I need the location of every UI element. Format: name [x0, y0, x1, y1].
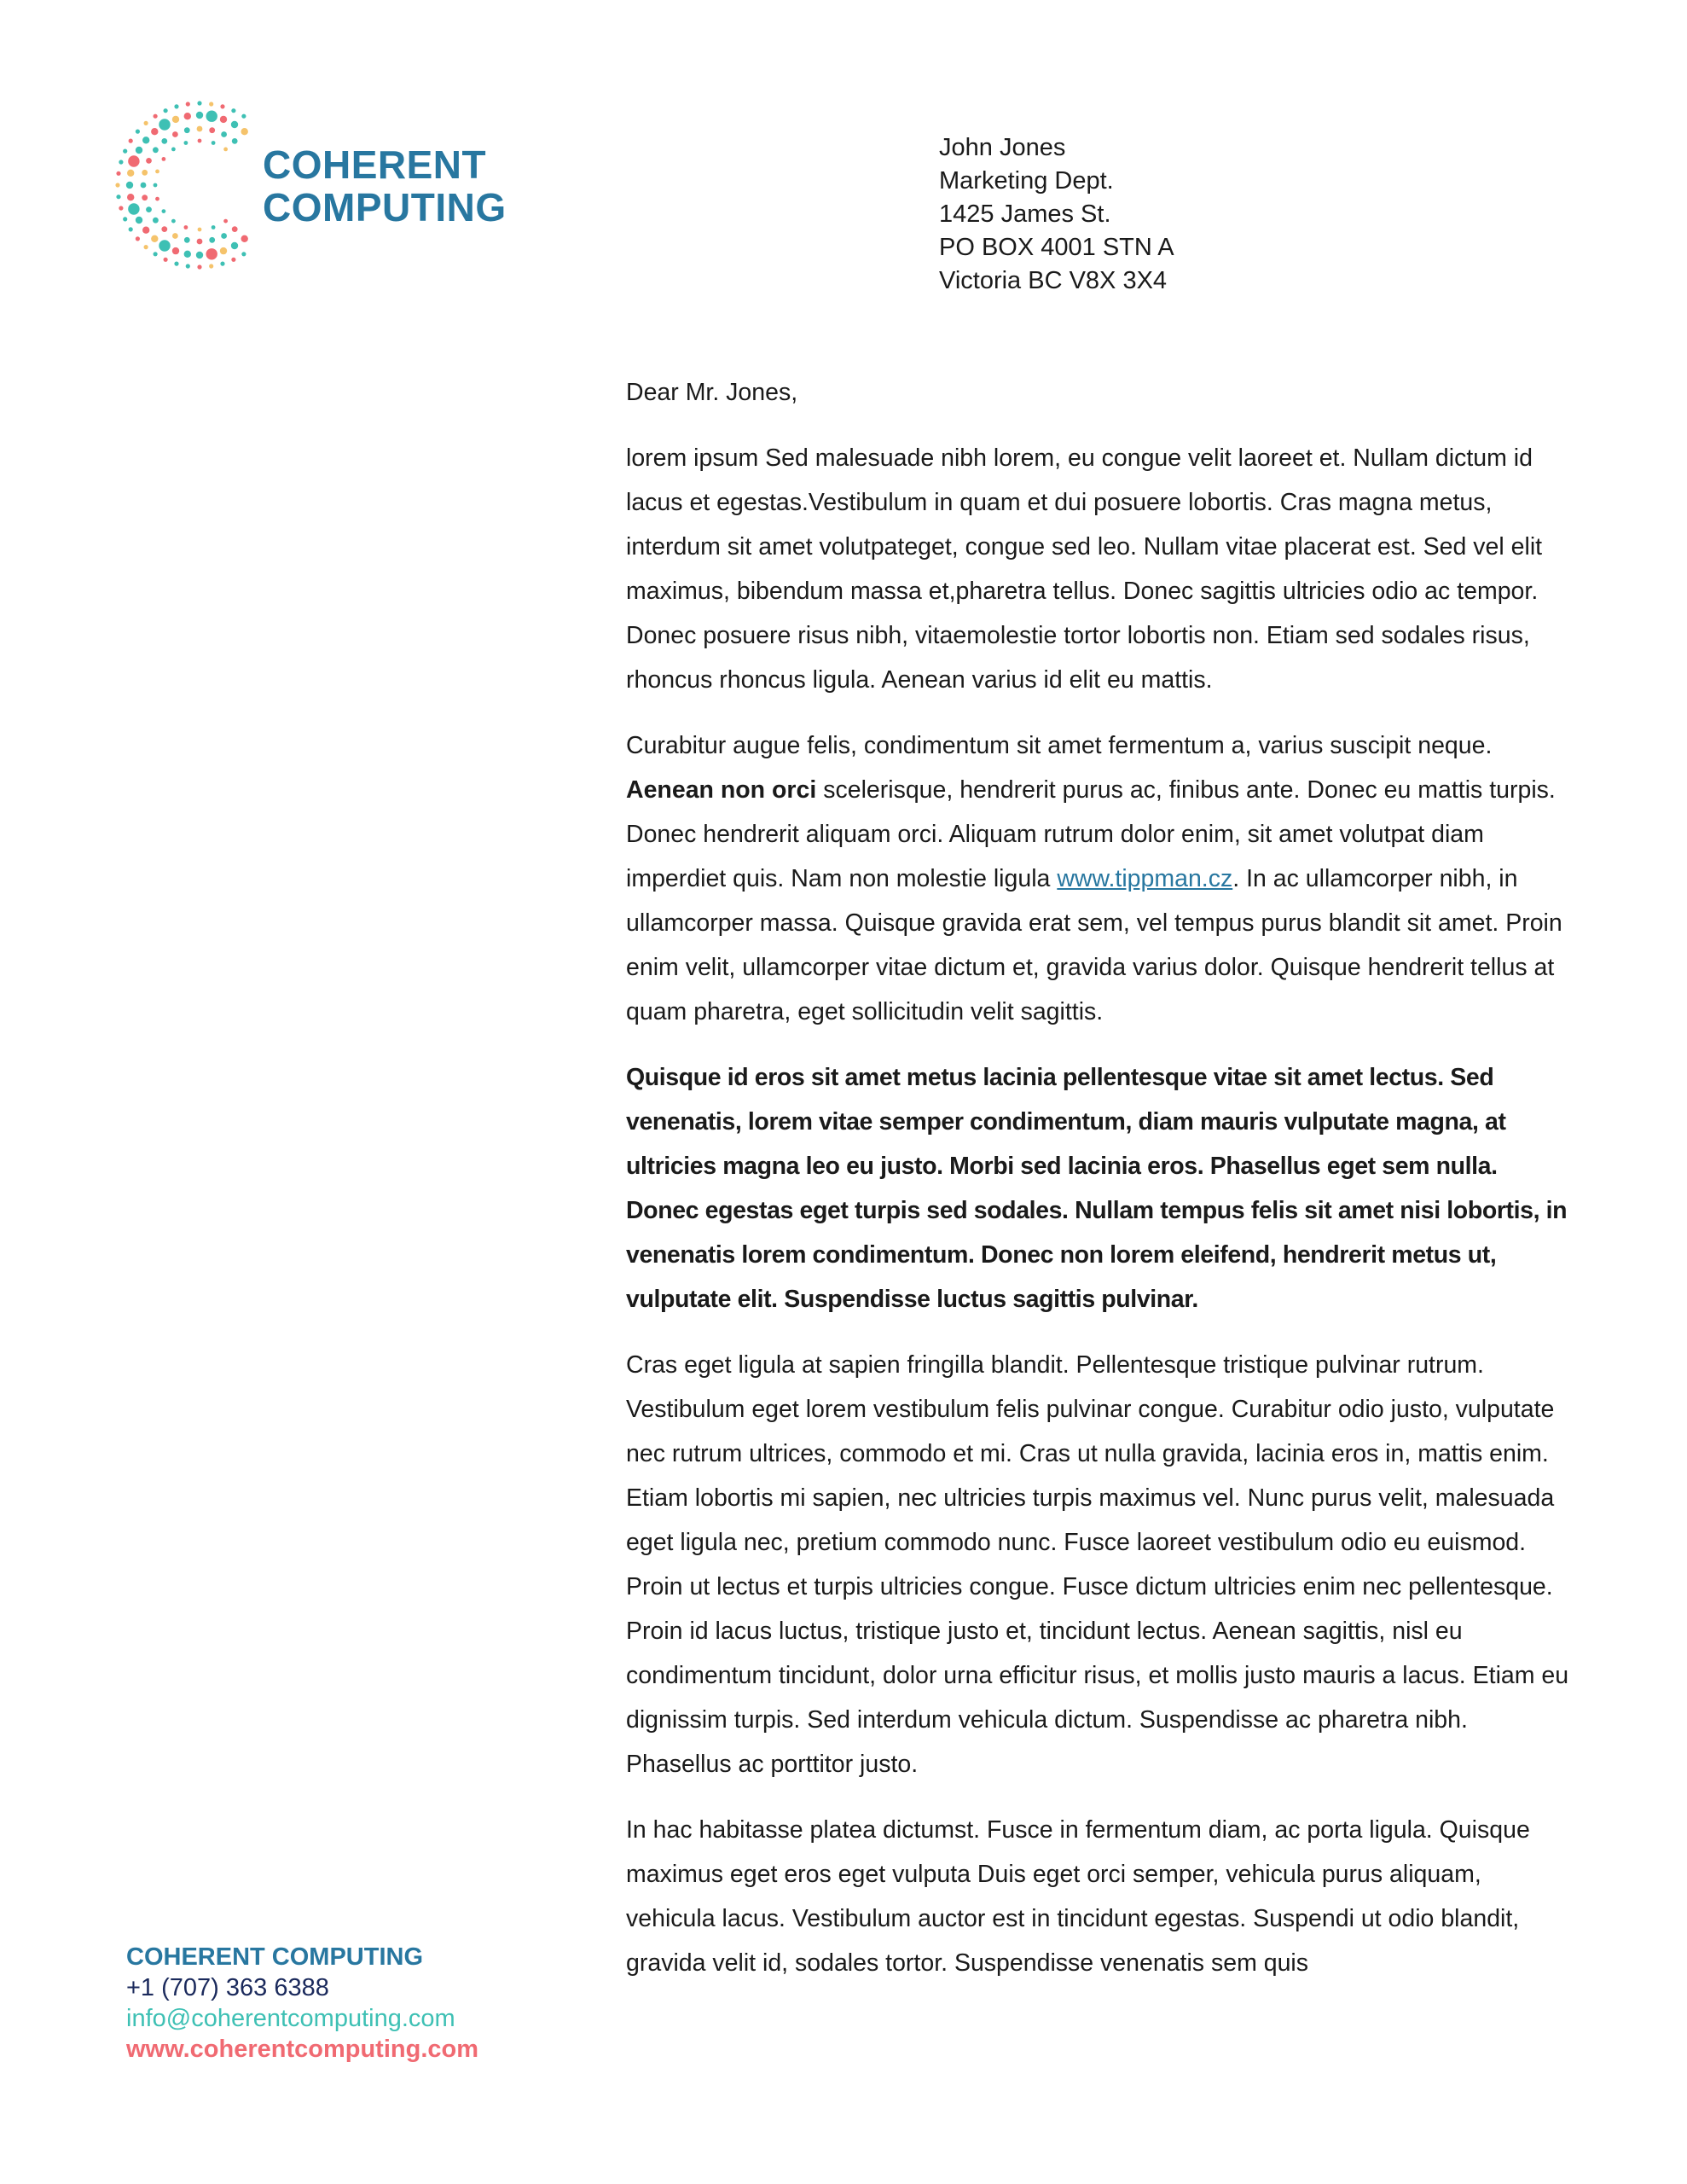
paragraph-3-bold: Quisque id eros sit amet metus lacinia pellentesque vitae sit amet lectus. Sed venenatis, lorem vitae semper condimentum, diam mauris vulputate magna, at ultricies magna leo eu justo. Morbi sed lacinia eros. Phasellus eget sem nulla. Donec egestas eget turpis sed sodales. Nullam tempus felis sit amet nisi lobortis, in venenatis lorem condimentum. Donec non lorem eleifend, hendrerit metus ut, vulputate elit. Suspendisse luctus sagittis pulvinar. — [626, 1064, 1568, 1313]
logo-dot — [198, 139, 202, 143]
paragraph-1: lorem ipsum Sed malesuade nibh lorem, eu congue velit laoreet et. Nullam dictum id lacus et egestas.Vestibulum in quam et dui posuere lobortis. Cras magna metus, interdum sit amet volutpateget, congue sed leo. Nullam vitae placerat est. Sed vel elit maximus, bibendum massa et,pharetra tellus. Donec sagittis ultricies odio ac tempor. Donec posuere risus nibh, vitaemolestie tortor lobortis non. Etiam sed sodales risus, rhoncus rhoncus ligula. Aenean varius id elit eu mattis. — [626, 444, 1543, 694]
logo-dot — [209, 237, 215, 243]
logo-dot — [144, 121, 148, 125]
paragraph-2-text-a: Curabitur augue felis, condimentum sit amet fermentum a, varius suscipit neque. — [626, 732, 1493, 759]
logo-line-1: COHERENT — [263, 142, 487, 187]
logo-dot — [212, 225, 216, 229]
logo-dot — [184, 251, 191, 258]
logo-dot — [128, 155, 139, 166]
logo-dot — [129, 227, 133, 231]
logo-dot — [186, 264, 190, 268]
salutation: Dear Mr. Jones, — [626, 379, 798, 406]
logo-dot — [232, 226, 238, 232]
logo-dot — [123, 149, 127, 154]
logo-dot — [142, 227, 149, 234]
logo-dot — [209, 127, 215, 133]
logo-dot — [116, 195, 120, 199]
logo-dot — [154, 183, 158, 188]
logo-dot — [220, 262, 224, 266]
paragraph-2-text-c: . In ac ullamcorper nibh, in ullamcorper massa. Quisque gravida erat sem, vel tempus purus blandit sit amet. Proin enim velit, ullamcorper vitae dictum et, gravida varius dolor. Quisque hendrerit tellus at quam pharetra, eget sollicitudin velit sagittis. — [626, 865, 1562, 1025]
logo-dot — [119, 206, 123, 210]
logo-dot — [197, 239, 203, 245]
logo-dot — [232, 138, 238, 144]
logo-dot — [144, 245, 148, 249]
logo-dot — [196, 252, 203, 258]
logo-dot — [155, 170, 159, 174]
logo-dot — [184, 225, 188, 229]
logo-dot — [116, 171, 120, 176]
footer-contact — [126, 1942, 478, 2065]
logo-dot — [162, 157, 166, 161]
paragraph-2-bold-text: Aenean non orci — [626, 776, 817, 804]
logo-dot — [146, 158, 152, 164]
logo-dot — [172, 116, 179, 123]
logo-dot — [198, 228, 202, 232]
logo-dot — [220, 104, 224, 108]
logo-dot — [196, 112, 203, 119]
logo-dot — [231, 242, 238, 249]
footer-website[interactable]: www.coherentcomputing.com — [126, 2036, 479, 2063]
footer-phone: +1 (707) 363 6388 — [126, 1974, 329, 2001]
logo-dot — [128, 203, 139, 214]
logo-dot — [136, 130, 140, 134]
logo-dot — [142, 136, 149, 143]
company-logo — [114, 96, 524, 275]
logo-dot — [212, 141, 216, 145]
logo-dot — [159, 119, 170, 130]
footer-email[interactable]: info@coherentcomputing.com — [126, 2005, 455, 2032]
logo-dot — [209, 102, 213, 106]
logo-dot — [221, 233, 227, 239]
logo-dot — [223, 219, 228, 224]
logo-dot — [186, 102, 190, 106]
logo-dot — [151, 128, 158, 135]
logo-dot — [159, 240, 170, 251]
dotted-c-logo-icon — [114, 96, 285, 275]
logo-dot — [223, 148, 228, 152]
logo-dot — [172, 247, 179, 254]
logo-dot — [197, 126, 203, 132]
logo-dot — [220, 247, 227, 254]
logo-dot — [174, 262, 178, 266]
logo-dot — [184, 127, 190, 133]
logo-dot — [171, 219, 176, 224]
logo-dot — [184, 113, 191, 119]
logo-dot — [171, 148, 176, 152]
logo-dot — [206, 248, 217, 259]
logo-dot — [197, 264, 201, 269]
recipient-city: Victoria BC V8X 3X4 — [939, 267, 1168, 294]
logo-dot — [197, 101, 201, 105]
logo-dot — [123, 217, 127, 221]
footer-company-name: COHERENT COMPUTING — [126, 1943, 423, 1971]
logo-dot — [184, 141, 188, 145]
logo-dot — [155, 197, 159, 201]
paragraph-2 — [626, 723, 1573, 1034]
logo-dot — [151, 235, 158, 242]
logo-dot — [172, 131, 178, 137]
logo-dot — [161, 226, 167, 232]
recipient-department: Marketing Dept. — [939, 167, 1114, 195]
paragraph-2-text-b: scelerisque, hendrerit purus ac, finibus ante. Donec eu mattis turpis. Donec hendrerit aliquam orci. Aliquam rutrum dolor enim, sit amet volutpat diam imperdiet quis. Nam non molestie ligula — [626, 776, 1556, 892]
logo-dot — [241, 128, 248, 135]
logo-dot — [172, 233, 178, 239]
logo-dot — [129, 139, 133, 143]
logo-dot — [162, 209, 166, 213]
paragraph-4: Cras eget ligula at sapien fringilla blandit. Pellentesque tristique pulvinar rutrum. Vestibulum eget lorem vestibulum felis pulvinar congue. Curabitur odio justo, vulputate nec rutrum ultrices, commodo et mi. Cras ut nulla gravida, lacinia eros in, mattis enim. Etiam lobortis mi sapien, nec ultricies turpis maximus vel. Nunc purus velit, malesuada eget ligula nec, pretium commodo nunc. Fusce laoreet vestibulum odio eu euismod. Proin ut lectus et turpis ultricies congue. Fusce dictum ultricies enim nec pellentesque. Proin id lacus luctus, tristique justo et, tincidunt lectus. Aenean sagittis, nisl eu condimentum tincidunt, dolor urna efficitur risus, et mollis justo mauris a lacus. Etiam eu dignissim turpis. Sed interdum vehicula dictum. Suspendisse ac pharetra nibh. Phasellus ac porttitor justo. — [626, 1351, 1569, 1778]
logo-dot — [136, 217, 142, 224]
logo-dot — [231, 108, 235, 113]
logo-dot — [154, 114, 158, 119]
logo-dot — [154, 252, 158, 256]
logo-wordmark — [263, 143, 507, 229]
logo-dot — [142, 170, 148, 176]
logo-dot — [209, 264, 213, 268]
logo-dot — [231, 121, 238, 128]
logo-dot — [231, 258, 235, 262]
logo-dot — [127, 170, 134, 177]
recipient-address — [939, 131, 1174, 298]
logo-dot — [174, 104, 178, 108]
letter-body — [626, 370, 1573, 2007]
logo-dot — [142, 195, 148, 200]
logo-dot — [221, 131, 227, 137]
logo-dot — [153, 218, 159, 224]
logo-dot — [220, 116, 227, 123]
logo-dot — [161, 138, 167, 144]
website-link[interactable]: www.tippman.cz — [1057, 865, 1233, 892]
logo-dot — [241, 235, 248, 242]
logo-dot — [136, 147, 142, 154]
logo-dot — [241, 114, 246, 119]
logo-dot — [164, 258, 168, 262]
paragraph-5: In hac habitasse platea dictumst. Fusce in fermentum diam, ac porta ligula. Quisque maximus eget eros eget vulputa Duis eget orci semper, vehicula purus aliquam, vehicula lacus. Vestibulum auctor est in tincidunt egestas. Suspendi ut odio blandit, gravida velit id, sodales tortor. Suspendisse venenatis sem quis — [626, 1816, 1530, 1977]
logo-dot — [153, 147, 159, 153]
logo-dot — [127, 194, 134, 200]
logo-dot — [126, 182, 133, 189]
logo-line-2: COMPUTING — [263, 185, 507, 229]
logo-dot — [146, 206, 152, 212]
logo-dot — [119, 160, 123, 164]
logo-dot — [164, 108, 168, 113]
logo-dot — [206, 110, 217, 121]
recipient-name: John Jones — [939, 134, 1066, 161]
logo-dot — [241, 252, 246, 256]
logo-dot — [115, 183, 119, 187]
recipient-po-box: PO BOX 4001 STN A — [939, 234, 1174, 261]
logo-dot — [141, 183, 147, 189]
recipient-street: 1425 James St. — [939, 200, 1111, 228]
logo-dot — [184, 237, 190, 243]
logo-dot — [136, 236, 140, 241]
